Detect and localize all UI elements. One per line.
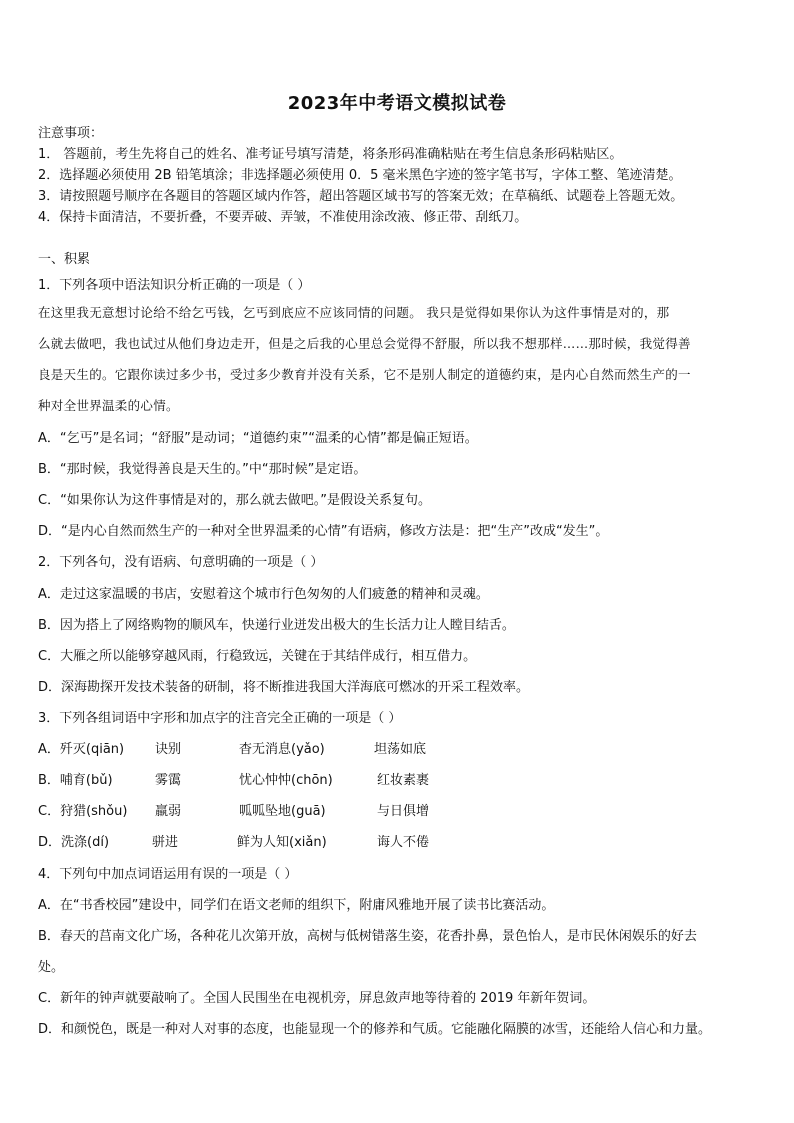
section-heading: 一、积累 xyxy=(38,252,91,267)
q4-stem: 4．下列句中加点词语运用有误的一项是（ ） xyxy=(38,867,298,882)
q4-option-c: C．新年的钟声就要敲响了。全国人民围坐在电视机旁，屏息敛声地等待着的 2019 年新年贺词。 xyxy=(38,991,596,1006)
q3-a-word-1: A．歼灭(qiān) xyxy=(38,742,125,757)
q1-stem: 1．下列各项中语法知识分析正确的一项是（ ） xyxy=(38,278,311,293)
q4-option-a: A．在“书香校园”建设中，同学们在语文老师的组织下，附庸风雅地开展了读书比赛活动。 xyxy=(38,898,555,913)
q3-d-word-1: D．洗涤(dí) xyxy=(38,835,110,850)
q3-c-word-2: 羸弱 xyxy=(155,804,182,819)
q3-d-word-4: 诲人不倦 xyxy=(377,835,430,850)
q2-option-c: C．大雁之所以能够穿越风雨，行稳致远，关键在于其结伴成行，相互借力。 xyxy=(38,649,477,664)
q1-option-c: C．“如果你认为这件事情是对的，那么就去做吧。”是假设关系复句。 xyxy=(38,493,432,508)
q3-a-word-4: 坦荡如底 xyxy=(374,742,427,757)
q3-b-word-4: 红妆素裹 xyxy=(377,773,430,788)
q3-d-word-3: 鲜为人知(xiǎn) xyxy=(237,835,327,850)
q3-a-word-3: 杳无消息(yǎo) xyxy=(239,742,325,757)
q2-stem: 2．下列各句，没有语病、句意明确的一项是（ ） xyxy=(38,555,324,570)
q3-d-word-2: 骈进 xyxy=(152,835,179,850)
q3-a-word-2: 诀别 xyxy=(155,742,182,757)
notice-heading: 注意事项： xyxy=(38,126,104,141)
q1-option-a: A．“乞丐”是名词；“舒服”是动词；“道德约束”“温柔的心情”都是偏正短语。 xyxy=(38,431,478,446)
q4-option-b-line-1: B．春天的莒南文化广场，各种花儿次第开放，高树与低树错落生姿，花香扑鼻，景色怡人，是市民休闲娱乐的好去 xyxy=(38,929,697,944)
q3-b-word-2: 雾霭 xyxy=(155,773,182,788)
q1-passage-line-3: 良是天生的。它跟你读过多少书，受过多少教育并没有关系，它不是别人制定的道德约束，是内心自然而然生产的一 xyxy=(38,367,691,382)
q3-c-word-4: 与日俱增 xyxy=(377,804,430,819)
q3-c-word-1: C．狩猎(shǒu) xyxy=(38,804,128,819)
notice-item-3: 3．请按照题号顺序在各题目的答题区域内作答，超出答题区域书写的答案无效；在草稿纸、试题卷上答题无效。 xyxy=(38,189,684,204)
q1-passage-line-2: 么就去做吧，我也试过从他们身边走开，但是之后我的心里总会觉得不舒服，所以我不想那样……那时候，我觉得善 xyxy=(38,336,691,351)
q1-passage-line-1: 在这里我无意想讨论给不给乞丐钱，乞丐到底应不应该同情的问题。 我只是觉得如果你认为这件事情是对的，那 xyxy=(38,305,670,320)
q4-option-d: D．和颜悦色，既是一种对人对事的态度，也能显现一个的修养和气质。它能融化隔膜的冰雪，还能给人信心和力量。 xyxy=(38,1022,712,1037)
notice-item-1: 1． 答题前，考生先将自己的姓名、准考证号填写清楚，将条形码准确粘贴在考生信息条形码粘贴区。 xyxy=(38,147,623,162)
page-title: 2023年中考语文模拟试卷 xyxy=(287,93,507,114)
q1-option-d: D．“是内心自然而然生产的一种对全世界温柔的心情”有语病，修改方法是：把“生产”改成“发生”。 xyxy=(38,524,609,539)
q1-passage-line-4: 种对全世界温柔的心情。 xyxy=(38,398,179,413)
q3-b-word-1: B．哺育(bǔ) xyxy=(38,773,113,788)
q4-option-b-line-2: 处。 xyxy=(38,960,65,975)
notice-item-4: 4．保持卡面清洁，不要折叠，不要弄破、弄皱，不准使用涂改液、修正带、刮纸刀。 xyxy=(38,210,528,225)
q2-option-a: A．走过这家温暖的书店，安慰着这个城市行色匆匆的人们疲惫的精神和灵魂。 xyxy=(38,587,489,602)
q2-option-d: D．深海勘探开发技术装备的研制，将不断推进我国大洋海底可燃冰的开采工程效率。 xyxy=(38,680,530,695)
notice-item-2: 2．选择题必须使用 2B 铅笔填涂；非选择题必须使用 0．5 毫米黑色字迹的签字笔书写，字体工整、笔迹清楚。 xyxy=(38,168,682,183)
q3-stem: 3．下列各组词语中字形和加点字的注音完全正确的一项是（ ） xyxy=(38,711,402,726)
q3-c-word-3: 呱呱坠地(guā) xyxy=(239,804,326,819)
q1-option-b: B．“那时候，我觉得善良是天生的。”中“那时候”是定语。 xyxy=(38,462,367,477)
q3-b-word-3: 忧心忡忡(chōn) xyxy=(239,773,333,788)
q2-option-b: B．因为搭上了网络购物的顺风车，快递行业迸发出极大的生长活力让人瞠目结舌。 xyxy=(38,618,515,633)
